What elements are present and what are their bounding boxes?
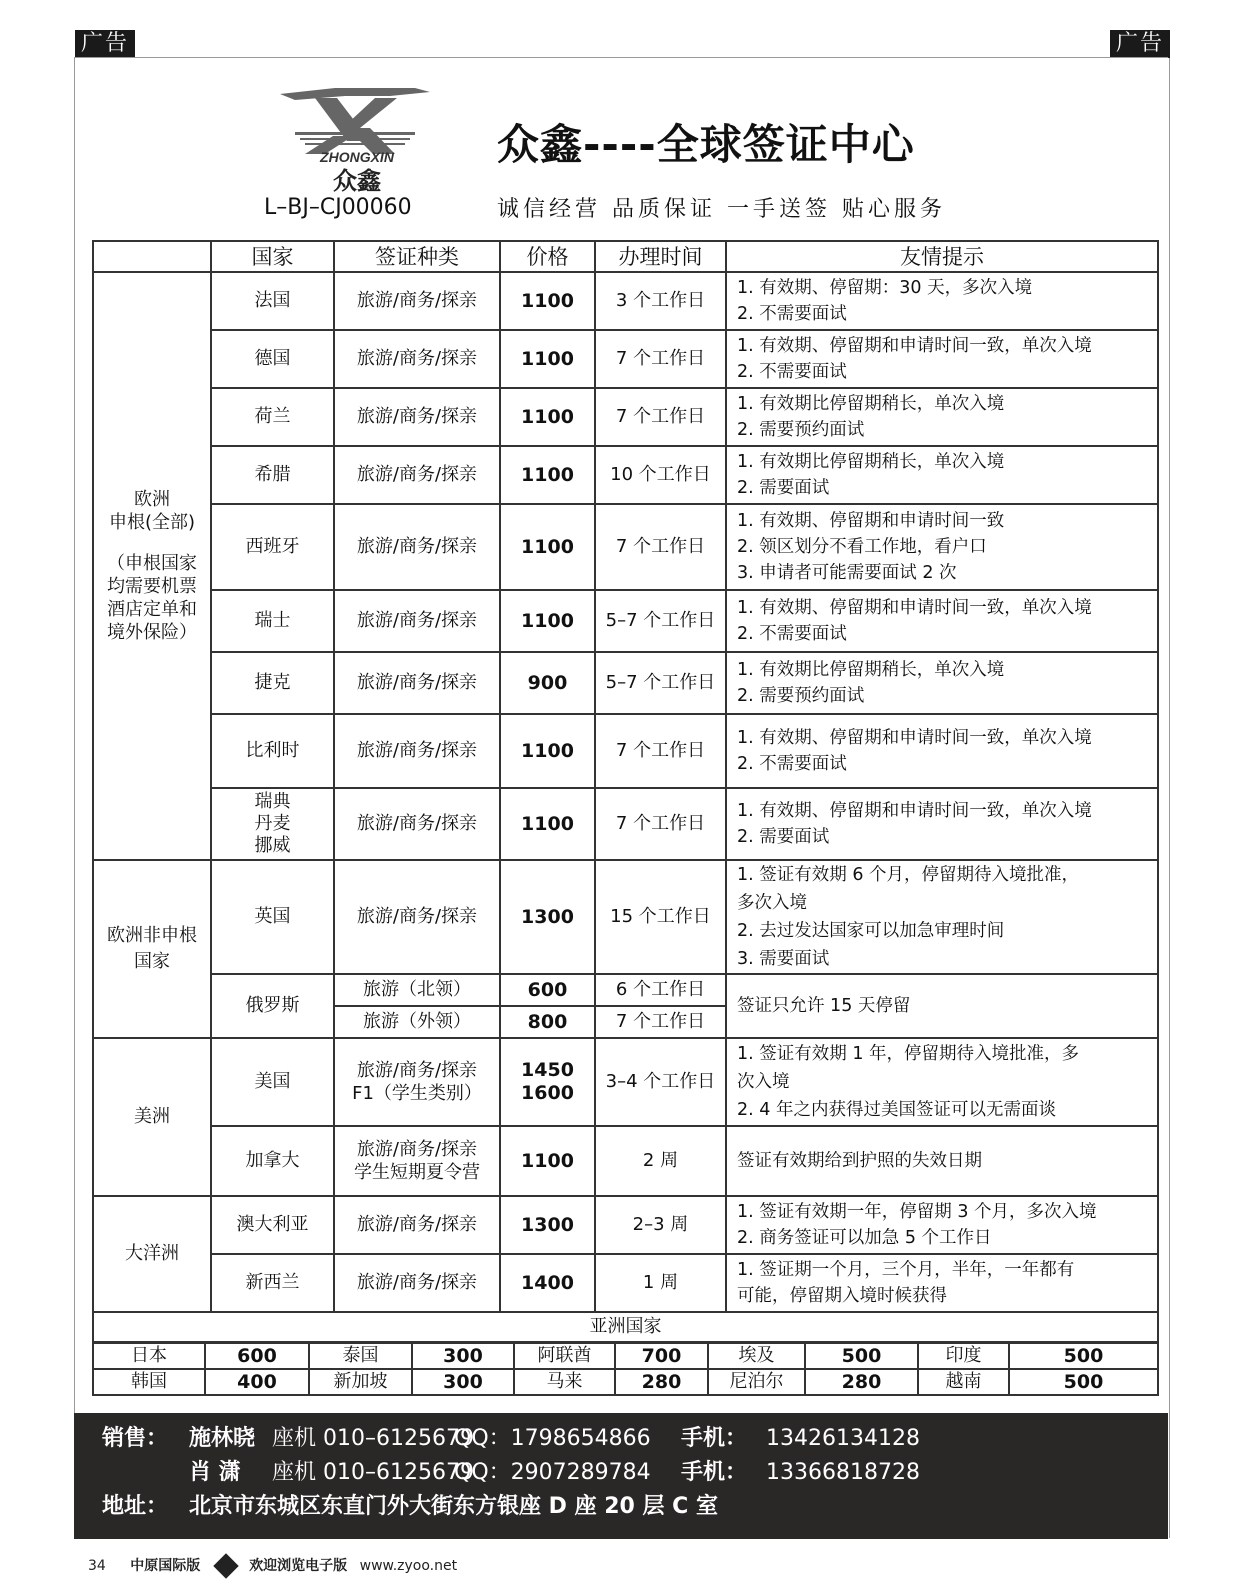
time-cell: 7 个工作日	[595, 388, 726, 446]
asia-country: 印度	[918, 1343, 1009, 1369]
country-cell: 瑞典 丹麦 挪威	[211, 788, 334, 860]
region-line: 均需要机票	[107, 576, 197, 597]
region-line: 申根(全部)	[108, 512, 196, 533]
site-url[interactable]: www.zyoo.net	[359, 1558, 458, 1574]
type-cell: 旅游（外领）	[334, 1006, 500, 1038]
table-row	[93, 330, 1158, 388]
header-type: 签证种类	[334, 241, 500, 272]
country-cell: 加拿大	[211, 1126, 334, 1196]
logo-en-text: ZHONGXIN	[320, 149, 394, 165]
asia-country: 韩国	[93, 1369, 205, 1395]
visa-table	[92, 240, 1159, 1343]
price-cell: 1100	[500, 1126, 595, 1196]
price-cell: 1300	[500, 1196, 595, 1254]
zhongxin-logo	[275, 86, 440, 196]
table-row	[93, 1254, 1158, 1312]
asia-row	[93, 1369, 1158, 1395]
notes-cell: 1. 有效期比停留期稍长，单次入境 2. 需要面试	[726, 446, 1158, 504]
country-cell: 新西兰	[211, 1254, 334, 1312]
notes-cell: 1. 有效期比停留期稍长，单次入境 2. 需要预约面试	[726, 652, 1158, 714]
asia-country: 马来	[514, 1369, 615, 1395]
mobile-label: 手机：	[681, 1426, 748, 1451]
table-row	[93, 590, 1158, 652]
country-cell: 荷兰	[211, 388, 334, 446]
asia-country: 新加坡	[309, 1369, 412, 1395]
asia-price: 300	[412, 1343, 514, 1369]
price-cell: 1100	[500, 504, 595, 590]
contact-name: 施林晓	[189, 1426, 256, 1451]
price-cell: 1100	[500, 788, 595, 860]
table-row	[93, 1038, 1158, 1126]
asia-row	[93, 1343, 1158, 1369]
country-cell: 俄罗斯	[211, 974, 334, 1038]
asia-country: 尼泊尔	[708, 1369, 805, 1395]
asia-price: 500	[1009, 1369, 1158, 1395]
notes-cell: 1. 签证有效期 6 个月，停留期待入境批准， 多次入境 2. 去过发达国家可以加急审理时间 3. 需要面试	[726, 860, 1158, 974]
region-line: （申根国家	[107, 553, 197, 574]
type-cell: 旅游/商务/探亲 F1（学生类别）	[334, 1038, 500, 1126]
time-cell: 7 个工作日	[595, 504, 726, 590]
sales-label: 销售：	[102, 1426, 169, 1451]
asia-price: 700	[615, 1343, 708, 1369]
contact-mobile: 13366818728	[766, 1460, 920, 1485]
asia-table	[92, 1342, 1159, 1396]
ad-tag-left: 广告	[75, 30, 135, 58]
price-cell: 1100	[500, 446, 595, 504]
asia-price: 300	[412, 1369, 514, 1395]
mobile-label: 手机：	[681, 1460, 748, 1485]
time-cell: 5–7 个工作日	[595, 590, 726, 652]
asia-country: 埃及	[708, 1343, 805, 1369]
header-time: 办理时间	[595, 241, 726, 272]
price-cell: 1100	[500, 590, 595, 652]
type-cell: 旅游/商务/探亲	[334, 330, 500, 388]
asia-title: 亚洲国家	[93, 1312, 1158, 1342]
time-cell: 7 个工作日	[595, 714, 726, 788]
price-cell: 1100	[500, 388, 595, 446]
asia-title-row	[93, 1312, 1158, 1342]
header-notes: 友情提示	[726, 241, 1158, 272]
time-cell: 7 个工作日	[595, 1006, 726, 1038]
table-header-row	[93, 241, 1158, 272]
type-cell: 旅游/商务/探亲	[334, 860, 500, 974]
notes-cell: 签证只允许 15 天停留	[726, 974, 1158, 1038]
type-cell: 旅游/商务/探亲	[334, 504, 500, 590]
license-number: L–BJ–CJ00060	[264, 195, 412, 220]
contact-phone: 座机 010–6125679	[272, 1426, 474, 1451]
notes-cell: 1. 有效期、停留期和申请时间一致，单次入境 2. 不需要面试	[726, 330, 1158, 388]
notes-cell: 1. 有效期、停留期和申请时间一致，单次入境 2. 不需要面试	[726, 590, 1158, 652]
asia-price: 500	[805, 1343, 918, 1369]
slogan: 诚信经营 品质保证 一手送签 贴心服务	[497, 197, 946, 222]
table-row	[93, 652, 1158, 714]
contact-qq: QQ：1798654866	[454, 1426, 651, 1451]
asia-country: 越南	[918, 1369, 1009, 1395]
type-cell: 旅游/商务/探亲	[334, 272, 500, 330]
address-row	[102, 1489, 718, 1520]
table-row	[93, 1126, 1158, 1196]
notes-cell: 1. 有效期比停留期稍长，单次入境 2. 需要预约面试	[726, 388, 1158, 446]
time-cell: 10 个工作日	[595, 446, 726, 504]
country-cell: 西班牙	[211, 504, 334, 590]
country-cell: 希腊	[211, 446, 334, 504]
table-row	[93, 714, 1158, 788]
table-row	[93, 272, 1158, 330]
table-row	[93, 446, 1158, 504]
table-row	[93, 504, 1158, 590]
price-cell: 1100	[500, 330, 595, 388]
type-cell: 旅游/商务/探亲	[334, 1254, 500, 1312]
contact-row	[102, 1455, 920, 1486]
price-cell: 1450 1600	[500, 1038, 595, 1126]
region-line: 境外保险）	[107, 622, 197, 643]
asia-price: 600	[205, 1343, 309, 1369]
notes-cell: 签证有效期给到护照的失效日期	[726, 1126, 1158, 1196]
price-cell: 1100	[500, 714, 595, 788]
page-title: 众鑫----全球签证中心	[497, 120, 915, 169]
asia-country: 泰国	[309, 1343, 412, 1369]
asia-price: 400	[205, 1369, 309, 1395]
region-america: 美洲	[93, 1038, 211, 1196]
time-cell: 3–4 个工作日	[595, 1038, 726, 1126]
country-cell: 澳大利亚	[211, 1196, 334, 1254]
contact-footer	[74, 1413, 1168, 1539]
price-cell: 600	[500, 974, 595, 1006]
ad-tag-right: 广告	[1110, 30, 1170, 58]
region-oceania: 大洋洲	[93, 1196, 211, 1312]
page-footer	[88, 1555, 457, 1575]
table-row	[93, 1196, 1158, 1254]
section-name: 中原国际版	[130, 1558, 201, 1574]
notes-cell: 1. 有效期、停留期和申请时间一致，单次入境 2. 需要面试	[726, 788, 1158, 860]
type-cell: 旅游/商务/探亲	[334, 652, 500, 714]
region-non-schengen: 欧洲非申根 国家	[93, 860, 211, 1038]
table-row	[93, 974, 1158, 1006]
price-cell: 1100	[500, 272, 595, 330]
time-cell: 5–7 个工作日	[595, 652, 726, 714]
type-cell: 旅游/商务/探亲	[334, 446, 500, 504]
type-cell: 旅游/商务/探亲	[334, 1196, 500, 1254]
country-cell: 瑞士	[211, 590, 334, 652]
address-label: 地址：	[102, 1494, 169, 1519]
time-cell: 3 个工作日	[595, 272, 726, 330]
type-cell: 旅游/商务/探亲	[334, 714, 500, 788]
asia-country: 阿联酋	[514, 1343, 615, 1369]
contact-name: 肖 潇	[189, 1460, 241, 1485]
type-cell: 旅游/商务/探亲 学生短期夏令营	[334, 1126, 500, 1196]
type-cell: 旅游/商务/探亲	[334, 590, 500, 652]
time-cell: 2 周	[595, 1126, 726, 1196]
country-cell: 英国	[211, 860, 334, 974]
page-number: 34	[88, 1558, 106, 1574]
contact-phone: 座机 010–6125679	[272, 1460, 474, 1485]
country-cell: 美国	[211, 1038, 334, 1126]
time-cell: 15 个工作日	[595, 860, 726, 974]
notes-cell: 1. 签证有效期 1 年，停留期待入境批准，多 次入境 2. 4 年之内获得过美国签证可以无需面谈	[726, 1038, 1158, 1126]
notes-cell: 1. 有效期、停留期：30 天，多次入境 2. 不需要面试	[726, 272, 1158, 330]
price-cell: 900	[500, 652, 595, 714]
table-row	[93, 788, 1158, 860]
welcome-text: 欢迎浏览电子版	[249, 1558, 348, 1574]
notes-cell: 1. 签证期一个月，三个月，半年，一年都有 可能，停留期入境时候获得	[726, 1254, 1158, 1312]
price-cell: 800	[500, 1006, 595, 1038]
logo-cn-text: 众鑫	[333, 167, 381, 195]
asia-price: 280	[615, 1369, 708, 1395]
type-cell: 旅游/商务/探亲	[334, 788, 500, 860]
time-cell: 7 个工作日	[595, 330, 726, 388]
notes-cell: 1. 签证有效期一年，停留期 3 个月，多次入境 2. 商务签证可以加急 5 个工作日	[726, 1196, 1158, 1254]
price-cell: 1300	[500, 860, 595, 974]
country-cell: 法国	[211, 272, 334, 330]
type-cell: 旅游/商务/探亲	[334, 388, 500, 446]
contact-row	[102, 1421, 920, 1452]
region-schengen	[93, 272, 211, 860]
header-blank	[93, 241, 211, 272]
header-country: 国家	[211, 241, 334, 272]
country-cell: 比利时	[211, 714, 334, 788]
header-price: 价格	[500, 241, 595, 272]
address-text: 北京市东城区东直门外大街东方银座 D 座 20 层 C 室	[189, 1494, 718, 1519]
contact-qq: QQ：2907289784	[454, 1460, 651, 1485]
country-cell: 捷克	[211, 652, 334, 714]
region-line: 酒店定单和	[107, 599, 197, 620]
time-cell: 1 周	[595, 1254, 726, 1312]
notes-cell: 1. 有效期、停留期和申请时间一致 2. 领区划分不看工作地，看户口 3. 申请者可能需要面试 2 次	[726, 504, 1158, 590]
asia-price: 500	[1009, 1343, 1158, 1369]
region-line: 欧洲	[134, 489, 170, 510]
asia-country: 日本	[93, 1343, 205, 1369]
contact-mobile: 13426134128	[766, 1426, 920, 1451]
publication-logo-icon	[213, 1553, 238, 1578]
time-cell: 6 个工作日	[595, 974, 726, 1006]
time-cell: 7 个工作日	[595, 788, 726, 860]
time-cell: 2–3 周	[595, 1196, 726, 1254]
asia-price: 280	[805, 1369, 918, 1395]
type-cell: 旅游（北领）	[334, 974, 500, 1006]
price-cell: 1400	[500, 1254, 595, 1312]
table-row	[93, 860, 1158, 974]
country-cell: 德国	[211, 330, 334, 388]
notes-cell: 1. 有效期、停留期和申请时间一致，单次入境 2. 不需要面试	[726, 714, 1158, 788]
table-row	[93, 388, 1158, 446]
